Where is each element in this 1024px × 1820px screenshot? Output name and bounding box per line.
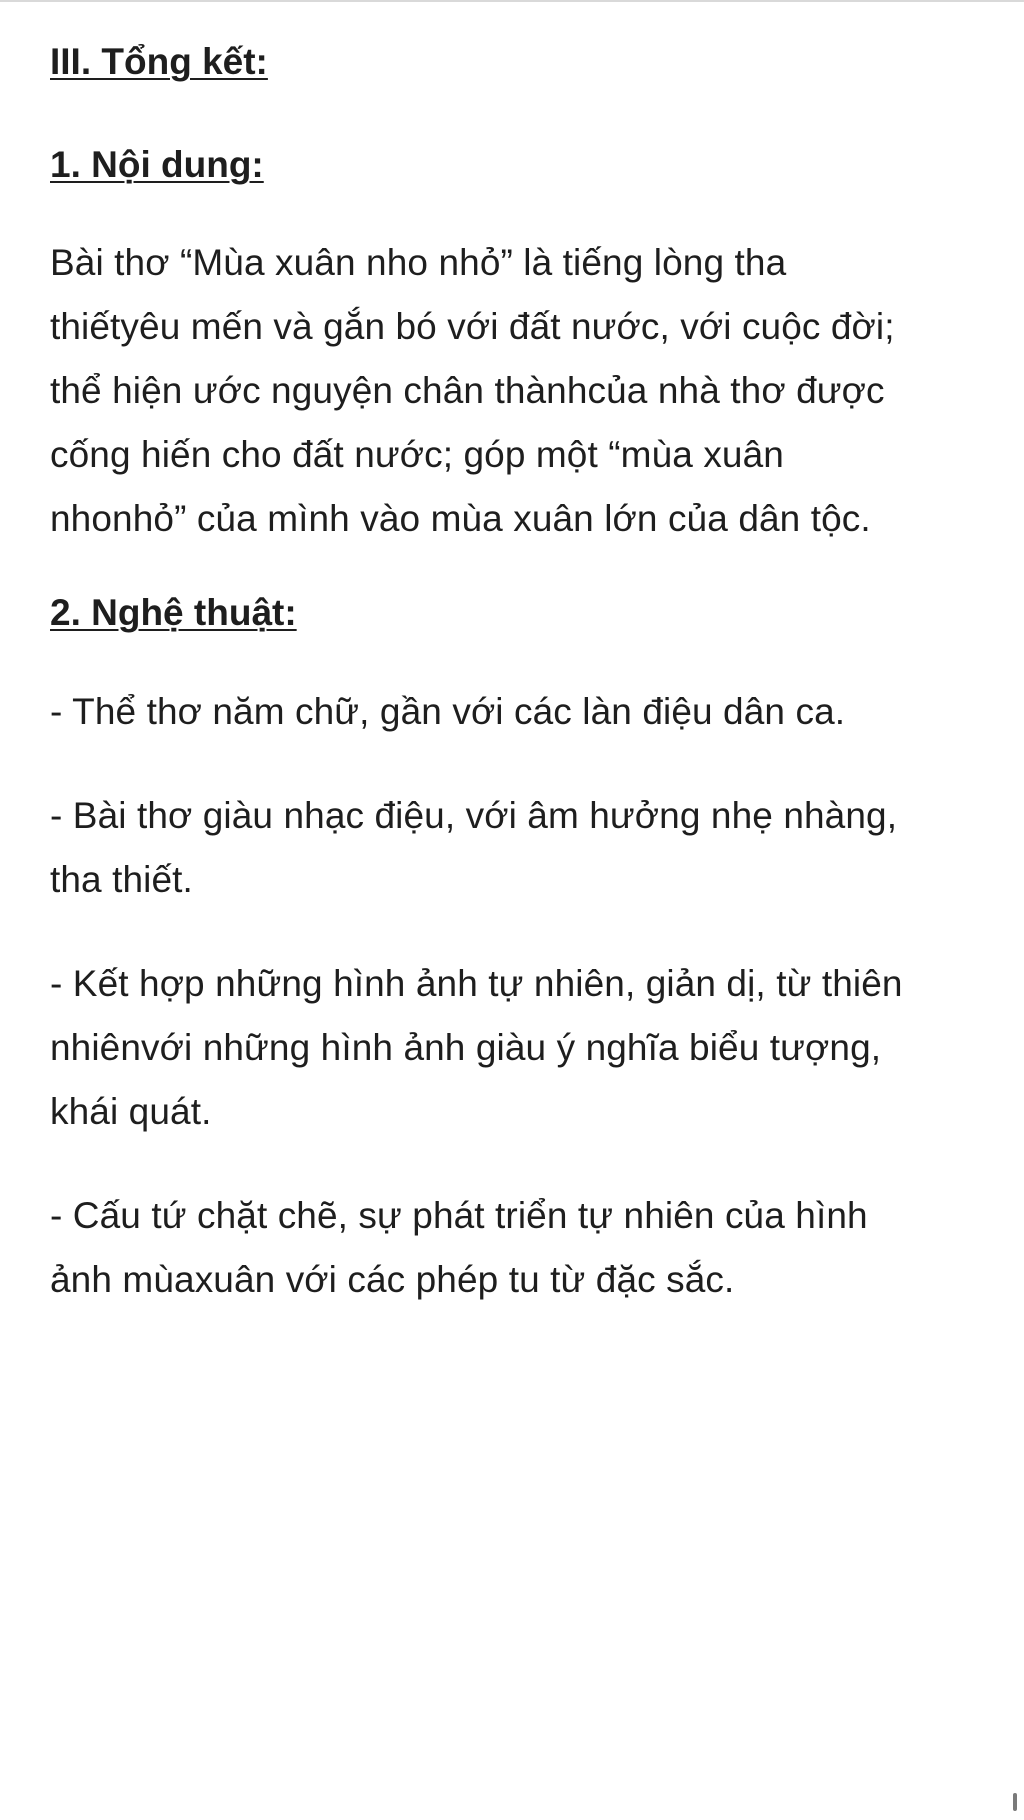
nghe-thuat-heading: 2. Nghệ thuật: xyxy=(50,592,297,633)
bullet-line: tha thiết. xyxy=(50,859,193,900)
bullet-line: - Thể thơ năm chữ, gần với các làn điệu dân ca. xyxy=(50,691,846,732)
scrollbar-thumb[interactable] xyxy=(1013,1793,1017,1811)
bullet-line: nhiênvới những hình ảnh giàu ý nghĩa biểu tượng, xyxy=(50,1027,882,1068)
document-body xyxy=(50,38,980,1312)
noi-dung-paragraph xyxy=(50,231,980,551)
paragraph-line: nhonhỏ” của mình vào mùa xuân lớn của dân tộc. xyxy=(50,498,871,539)
top-divider xyxy=(0,0,1024,2)
bullet-line: ảnh mùaxuân với các phép tu từ đặc sắc. xyxy=(50,1259,735,1300)
paragraph-line: thể hiện ước nguyện chân thànhcủa nhà thơ được xyxy=(50,370,885,411)
bullet-line: khái quát. xyxy=(50,1091,212,1132)
bullet-line: - Bài thơ giàu nhạc điệu, với âm hưởng nhẹ nhàng, xyxy=(50,795,898,836)
paragraph-line: cống hiến cho đất nước; góp một “mùa xuân xyxy=(50,434,784,475)
bullet-item xyxy=(50,952,980,1144)
bullet-item xyxy=(50,784,980,912)
bullet-line: - Cấu tứ chặt chẽ, sự phát triển tự nhiên của hình xyxy=(50,1195,868,1236)
paragraph-line: thiếtyêu mến và gắn bó với đất nước, với cuộc đời; xyxy=(50,306,895,347)
section-title: III. Tổng kết: xyxy=(50,41,268,82)
bullet-line: - Kết hợp những hình ảnh tự nhiên, giản dị, từ thiên xyxy=(50,963,903,1004)
bullet-item xyxy=(50,1184,980,1312)
bullet-item xyxy=(50,680,980,744)
noi-dung-heading: 1. Nội dung: xyxy=(50,144,264,185)
paragraph-line: Bài thơ “Mùa xuân nho nhỏ” là tiếng lòng tha xyxy=(50,242,787,283)
